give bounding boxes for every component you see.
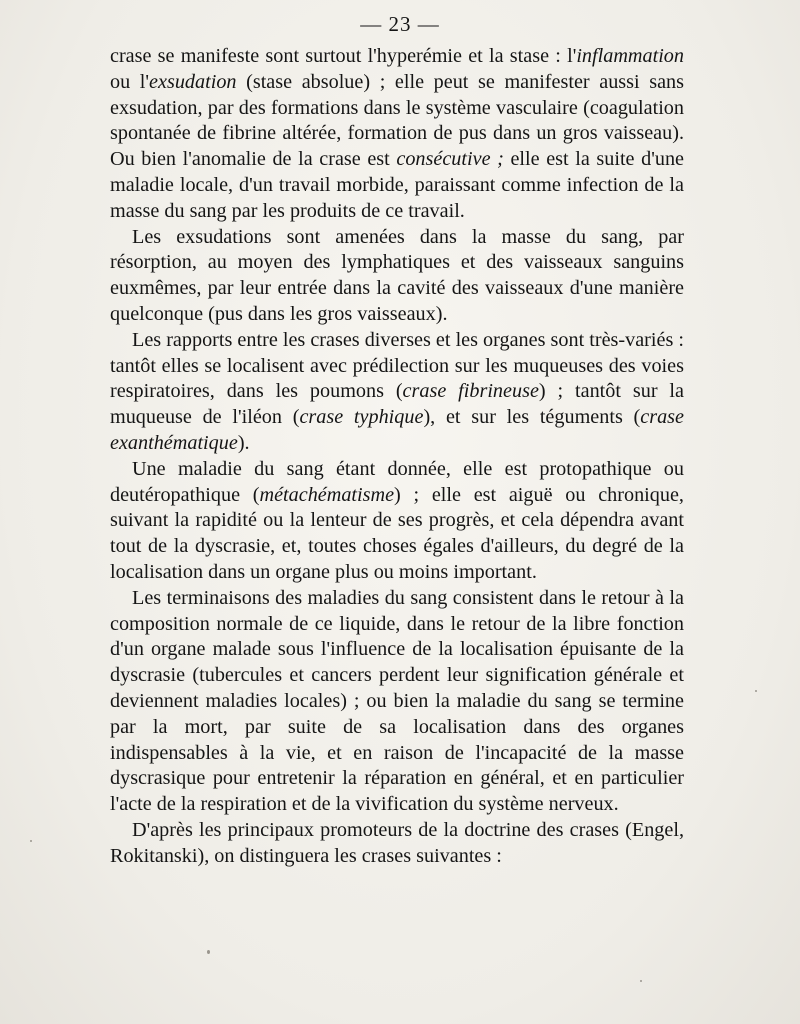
body-text <box>110 44 684 870</box>
text-run: ), et sur les téguments ( <box>423 406 641 429</box>
italic-text: exsudation <box>149 70 237 93</box>
paragraph <box>110 44 684 225</box>
italic-text: consécutive ; <box>396 148 504 171</box>
text-run: Les terminaisons des maladies du sang consistent dans le retour à la composition normale de ce liquide, dans le retour de la libre fonction d'un organe malade sous l'influence de la localisation épuisante de la dyscrasie (tubercules et cancers perdent leur signification générale et deviennent maladies locales) ; ou bien la maladie du sang se termine par la mort, par suite de sa localisation dans des organes indispensables à la vie, et en raison de l'incapacité de la masse dyscrasique pour entretenir la réparation en général, et en particulier l'acte de la respiration et de la vivification du système nerveux. <box>110 586 684 816</box>
text-run: ) ; tantôt sur la muqueuse de l'iléon ( <box>110 380 684 429</box>
paragraph <box>110 457 684 586</box>
paper-speck <box>207 950 210 954</box>
paragraph <box>110 818 684 870</box>
italic-text: crase typhique <box>299 406 424 429</box>
italic-text: crase exanthématique <box>110 406 684 454</box>
text-run: Les exsudations sont amenées dans la masse du sang, par résorption, au moyen des lymphatiques et des vaisseaux sanguins euxmêmes, par leur entrée dans la cavité des vaisseaux d'une manière quelconque (pus dans les gros vaisseaux). <box>110 225 684 325</box>
text-run: ou l' <box>110 70 150 93</box>
paragraph <box>110 586 684 818</box>
paper-speck <box>755 690 757 692</box>
text-run: elle est la suite d'une maladie locale, d'un travail morbide, paraissant comme infection de la masse du sang par les produits de ce travail. <box>110 148 684 222</box>
italic-text: inflammation <box>576 45 684 67</box>
text-run: Les rapports entre les crases diverses et les organes sont très-variés : tantôt elles se localisent avec prédilection sur les muqueuses des voies respiratoires, dans les poumons ( <box>110 328 684 403</box>
text-run: ) ; elle est aiguë ou chronique, suivant la rapidité ou la lenteur de ses progrès, et cela dépendra avant tout de la dyscrasie, et, toutes choses égales d'ailleurs, du degré de la localisation dans un organe plus ou moins important. <box>110 483 684 583</box>
paper-speck <box>30 840 32 842</box>
paragraph <box>110 225 684 328</box>
text-run: (stase absolue) ; elle peut se manifester aussi sans exsudation, par des formations dans le système vasculaire (coagulation spontanée de fibrine altérée, formation de pus dans un gros vaisseau). Ou bien l'anomalie de la crase est <box>110 70 684 171</box>
italic-text: métachématisme <box>259 483 395 506</box>
text-run: crase se manifeste sont surtout l'hyperémie et la stase : l' <box>110 45 577 67</box>
text-run: D'après les principaux promoteurs de la doctrine des crases (Engel, Rokitanski), on distinguera les crases suivantes : <box>110 818 684 867</box>
text-run: ). <box>237 431 250 454</box>
page-number: — 23 — <box>360 12 440 36</box>
paper-speck <box>640 980 642 982</box>
italic-text: crase fibrineuse <box>402 380 539 403</box>
text-run: Une maladie du sang étant donnée, elle est protopathique ou deutéropathique ( <box>110 457 684 506</box>
paragraph <box>110 328 684 457</box>
